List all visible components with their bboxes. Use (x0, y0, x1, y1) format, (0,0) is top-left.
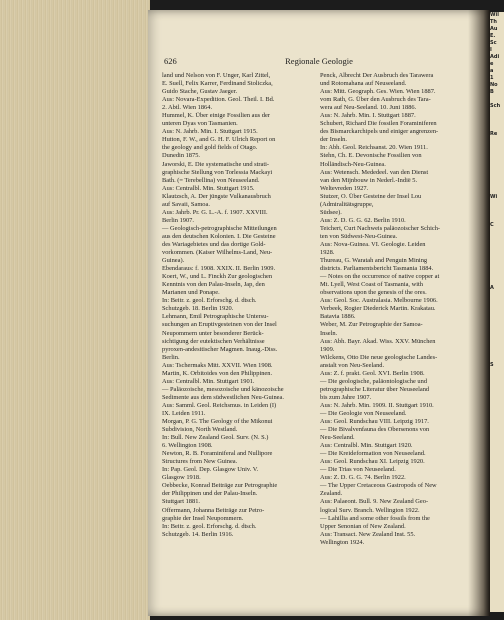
facing-page-fragment (490, 117, 504, 124)
text-line: anstalt von Neu-Seeland. (320, 361, 385, 369)
text-line: der Inseln. (320, 136, 347, 144)
text-line: Oebbecke, Konrad Beiträge zur Petrographie (162, 482, 278, 490)
facing-page-fragment (490, 229, 504, 236)
facing-page-fragment (490, 320, 504, 327)
facing-page-fragment: Wil (490, 12, 499, 18)
text-line: Kenntnis von den Palau-Inseln, Jap, den (162, 281, 265, 289)
facing-page-fragment: Sc (490, 40, 497, 46)
text-line: Aus: Centralbl. Min. Stuttgart 1915. (162, 184, 255, 192)
text-line: 6. Wellington 1908. (162, 442, 213, 450)
facing-page-fragment: a (490, 68, 494, 74)
facing-page-fragment (490, 327, 504, 334)
text-line: Dunedin 1875. (162, 152, 200, 160)
facing-page-fragment (490, 299, 504, 306)
facing-page-fragment (490, 292, 504, 299)
facing-page-fragment: Th (490, 19, 497, 25)
text-line: Aus: Z. f. prakt. Geol. XVI. Berlin 1908. (320, 369, 425, 377)
text-line: graphische Stellung von Torlessia Mackayi (162, 168, 273, 176)
facing-page-fragment (490, 124, 504, 131)
facing-page-fragment: Adi (490, 54, 500, 60)
text-line: In: Beitr. z. geol. Erforschg. d. dtsch. (162, 297, 257, 305)
text-line: Weber, M. Zur Petrographie der Samoa- (320, 321, 423, 329)
facing-page-fragment (490, 145, 504, 152)
text-line: Stutzer, O. Über Gesteine der Insel Lou (320, 192, 422, 200)
text-line: — Geologisch-petrographische Mitteilungen (162, 224, 277, 232)
text-line: van den Mijnbouw in Nederl.-Indië 5. (320, 176, 418, 184)
text-line: der Philippinen und der Palau-Inseln. (162, 490, 258, 498)
text-line: Upper Senonian of New Zealand. (320, 522, 406, 530)
text-line: Subdivision, North Westland. (162, 426, 238, 434)
facing-page-fragment (490, 306, 504, 313)
facing-page-fragment (490, 243, 504, 250)
text-line: Aus: N. Jahrb. Min. I. Stuttgart 1915. (162, 128, 258, 136)
facing-page-fragment (490, 348, 504, 355)
text-line: Aus: Centralbl. Min. Stuttgart 1920. (320, 442, 413, 450)
text-line: Aus: N. Jahrb. Min. 1909. II. Stuttgart 1910. (320, 401, 434, 409)
facing-page-fragment (490, 376, 504, 383)
text-line: Hummel, K. Über einige Fossilien aus der (162, 112, 270, 120)
text-line: the geology and gold fields of Otago. (162, 144, 258, 152)
text-line: Morgan, P. G. The Geology of the Mikonui (162, 418, 273, 426)
text-line: Hutton, F. W., and G. H. F. Ulrich Report on (162, 136, 276, 144)
facing-page-fragment (490, 257, 504, 264)
text-line: 1928. (320, 249, 335, 257)
text-line: Aus: Novara-Expedition. Geol. Theil. I. Bd. (162, 96, 275, 104)
facing-page-fragment (490, 383, 504, 390)
text-line: Penck, Albrecht Der Ausbruch des Tarawera (320, 72, 434, 79)
text-line: Aus: Samml. Geol. Reichsmus. in Leiden (I) (162, 401, 277, 409)
text-line: Stuttgart 1881. (162, 498, 200, 506)
facing-page-fragment (490, 215, 504, 222)
page-edges (0, 0, 150, 620)
facing-page-fragment: I (490, 47, 492, 53)
facing-page-fragment (490, 201, 504, 208)
text-line: Jaworski, E. Die systematische und strati- (162, 160, 270, 168)
left-column (162, 72, 316, 539)
text-line: Berlin. (162, 353, 180, 361)
text-line: Bath. (= Terebellina) von Neuseeland. (162, 176, 260, 184)
facing-page-fragment (490, 138, 504, 145)
text-line: Holländisch-Neu-Guinea. (320, 160, 386, 168)
text-line: Aus: Z. D. G. G. 62. Berlin 1910. (320, 216, 406, 224)
text-line: 2. Abtl. Wien 1864. (162, 104, 213, 112)
text-line: — Paläozoische, mesozoische und känozoische (162, 385, 284, 393)
text-line: Berlin 1907. (162, 216, 194, 224)
facing-page-fragment (490, 173, 504, 180)
text-line: logical Surv. Branch. Wellington 1922. (320, 506, 420, 514)
text-line: vom Rath, G. Über den Ausbruch des Tara- (320, 96, 431, 104)
text-line: Aus: Abh. Bayr. Akad. Wiss. XXV. München (320, 337, 436, 345)
text-line: Südsee). (320, 208, 342, 216)
text-line: Klautzsch, A. Der jüngste Vulkanausbruch (162, 192, 271, 200)
text-line: Schutzgeb. 14. Berlin 1916. (162, 530, 234, 538)
text-line: Aus: Wetensch. Mededeel. van den Dienst (320, 168, 429, 176)
text-line: observations upon the genesis of the ores. (320, 289, 427, 297)
facing-page-fragment: e (490, 61, 494, 67)
text-line: — Die Kreideformation von Neuseeland. (320, 450, 426, 458)
book-page (148, 10, 490, 616)
facing-page-fragment (490, 187, 504, 194)
text-line: Aus: Nova-Guinea. VI. Geologie. Leiden (320, 240, 426, 248)
text-line: In: Beitr. z. geol. Erforschg. d. dtsch. (162, 522, 257, 530)
text-line: Batavia 1886. (320, 313, 356, 321)
text-line: Wilckens, Otto Die neue geologische Landes- (320, 353, 438, 361)
facing-page-fragment: E. (490, 33, 496, 39)
text-line: — Die geologische, paläontologische und (320, 377, 428, 385)
text-line: In: Abh. Geol. Reichsanst. 20. Wien 1911. (320, 144, 428, 152)
facing-page-fragment (490, 271, 504, 278)
text-line: (Admiralitätsgruppe, (320, 200, 374, 208)
text-line: Guinea). (162, 257, 185, 265)
text-line: Weltevreden 1927. (320, 184, 369, 192)
text-line: des Bismarckarchipels und einiger angrenzen- (320, 128, 439, 136)
book-gutter (468, 10, 490, 616)
text-line: suchungen an Eruptivgesteinen von der Insel (162, 321, 277, 329)
text-line: sichtigung der eutektischen Verhältnisse (162, 337, 265, 345)
page-number: 626 (164, 56, 177, 66)
text-line: districts. Parliamentsbericht Tasmania 1884. (320, 265, 434, 273)
facing-page-fragment (490, 180, 504, 187)
facing-page-edge (490, 12, 504, 612)
text-line: — Lahillia and some other fossils from the (320, 514, 430, 522)
text-line: In: Bull. New Zealand Geol. Surv. (N. S.) (162, 434, 269, 442)
facing-page-fragment (490, 110, 504, 117)
text-line: Newton, R. B. Foraminiferal and Nullipore (162, 450, 273, 458)
text-line: Aus: Geol. Rundschau XI. Leipzig 1920. (320, 458, 425, 466)
facing-page-fragment: Re (490, 131, 498, 137)
facing-page-fragment: B (490, 89, 494, 95)
text-line: Schutzgeb. 18. Berlin 1920. (162, 305, 234, 313)
text-line: pyroxen-andesitischer Magmen. Inaug.-Diss. (162, 345, 278, 353)
text-line: — Die Trias von Neuseeland. (320, 466, 396, 474)
text-line: Guido Stache, Gustav Jaeger. (162, 88, 238, 96)
text-line: — Die Bivalvenfauna des Obersenons von (320, 426, 430, 434)
text-line: Stehn, Ch. E. Devonische Fossilien von (320, 152, 422, 160)
facing-page-fragment (490, 250, 504, 257)
text-line: vorkommen. (Kaiser Wilhelms-Land, Neu- (162, 249, 273, 257)
text-line: Aus: Jahrb. Pr. G. L.-A. f. 1907. XXVIII. (162, 208, 268, 216)
facing-page-fragment: No (490, 82, 498, 88)
text-line: Aus: Geol. Rundschau VIII. Leipzig 1917. (320, 418, 429, 426)
text-line: Mt. Lyell, West Coast of Tasmania, with (320, 281, 423, 289)
text-line: IX. Leiden 1911. (162, 409, 206, 417)
facing-page-fragment (490, 313, 504, 320)
text-line: Glasgow 1918. (162, 474, 201, 482)
text-line: ten von Südwest-Neu-Guinea. (320, 232, 398, 240)
text-line: Aus: Centralbl. Min. Stuttgart 1901. (162, 377, 255, 385)
text-line: Aus: Tschermaks Mitt. XXVII. Wien 1908. (162, 361, 273, 369)
text-line: Aus: Geol. Soc. Australasia. Melbourne 1906. (320, 297, 438, 305)
facing-page-fragment (490, 369, 504, 376)
text-line: Offermann, Johanna Beiträge zur Petro- (162, 506, 265, 514)
facing-page-fragment: C (490, 222, 494, 228)
text-line: — Notes on the occurrence of native copper at (320, 273, 440, 281)
facing-page-fragment (490, 96, 504, 103)
facing-page-fragment: Au (490, 26, 498, 32)
text-line: Schubert, Richard Die fossilen Foraminiferen (320, 120, 437, 128)
text-line: Inseln. (320, 329, 338, 337)
text-line: Koert, W., und L. Finckh Zur geologischen (162, 273, 273, 281)
text-line: 1909. (320, 345, 335, 353)
facing-page-fragment: 1 (490, 75, 494, 81)
facing-page-fragment (490, 152, 504, 159)
facing-page-fragment (490, 166, 504, 173)
text-line: unteren Dyas von Tasmanien. (162, 120, 238, 128)
facing-page-fragment: Wi (490, 194, 498, 200)
facing-page-fragment (490, 334, 504, 341)
text-line: In: Pap. Geol. Dep. Glasgow Univ. V. (162, 466, 259, 474)
text-line: Aus: Z. D. G. G. 74. Berlin 1922. (320, 474, 406, 482)
text-line: E. Suell, Felix Karrer, Ferdinand Stoliczka, (162, 80, 273, 88)
text-line: Teichert, Curt Nachweis paläozoischer Schich- (320, 224, 441, 232)
text-line: und Rotomahana auf Neuseeland. (320, 80, 407, 88)
text-line: Wellington 1924. (320, 538, 365, 546)
facing-page-fragment (490, 208, 504, 215)
text-line: Structures from New Guinea. (162, 458, 238, 466)
page-header (164, 56, 474, 68)
facing-page-fragment: A (490, 285, 494, 291)
text-line: Aus: N. Jahrb. Min. I. Stuttgart 1887. (320, 112, 416, 120)
running-title: Regionale Geologie (285, 56, 353, 66)
text-line: Zealand. (320, 490, 343, 498)
text-line: aus den deutschen Kolonien. I. Die Gesteine (162, 232, 276, 240)
text-line: Aus: Mitt. Geograph. Ges. Wien. Wien 1887. (320, 88, 436, 96)
text-line: Sedimente aus dem südwestlichen Neu-Guinea. (162, 393, 284, 401)
text-line: Verbeek, Rogier Diederick Martin. Krakatau. (320, 305, 436, 313)
text-line: Neupommern unter besonderer Berück- (162, 329, 264, 337)
text-line: Aus: Palaeont. Bull. 9. New Zealand Geo- (320, 498, 429, 506)
facing-page-fragment (490, 236, 504, 243)
text-line: — Die Geologie von Neuseeland. (320, 409, 407, 417)
text-line: wera auf Neu-Seeland. 10. Juni 1886. (320, 104, 417, 112)
text-line: Neu-Seeland. (320, 434, 355, 442)
text-line: Ebendaraus: f. 1908. XXIX. II. Berlin 1909. (162, 265, 276, 273)
facing-page-fragment (490, 159, 504, 166)
text-line: Martin, K. Orbitoides von den Philippinen. (162, 369, 273, 377)
text-line: petrographische Literatur über Neuseeland (320, 385, 430, 393)
text-line: — The Upper Cretaceous Gastropods of New (320, 482, 437, 490)
text-line: graphie der Insel Neupommern. (162, 514, 244, 522)
text-line: bis zum Jahre 1907. (320, 393, 372, 401)
text-line: Lehmann, Emil Petrographische Untersu- (162, 313, 269, 321)
text-line: des Wariagebietes und das dortige Gold- (162, 240, 266, 248)
facing-page-fragment: Sch (490, 103, 501, 109)
text-line: auf Savaii, Samoa. (162, 200, 210, 208)
facing-page-fragment (490, 278, 504, 285)
text-line: Marianen und Ponape. (162, 289, 220, 297)
facing-page-fragment (490, 341, 504, 348)
text-line: land und Nelson von F. Unger, Karl Zittel, (162, 72, 271, 79)
facing-page-fragment (490, 355, 504, 362)
facing-page-fragment: S (490, 362, 494, 368)
facing-page-fragment (490, 264, 504, 271)
text-line: Thureau, G. Waratah and Penguin Mining (320, 257, 428, 265)
right-column (320, 72, 474, 547)
text-line: Aus: Transact. New Zealand Inst. 55. (320, 530, 416, 538)
